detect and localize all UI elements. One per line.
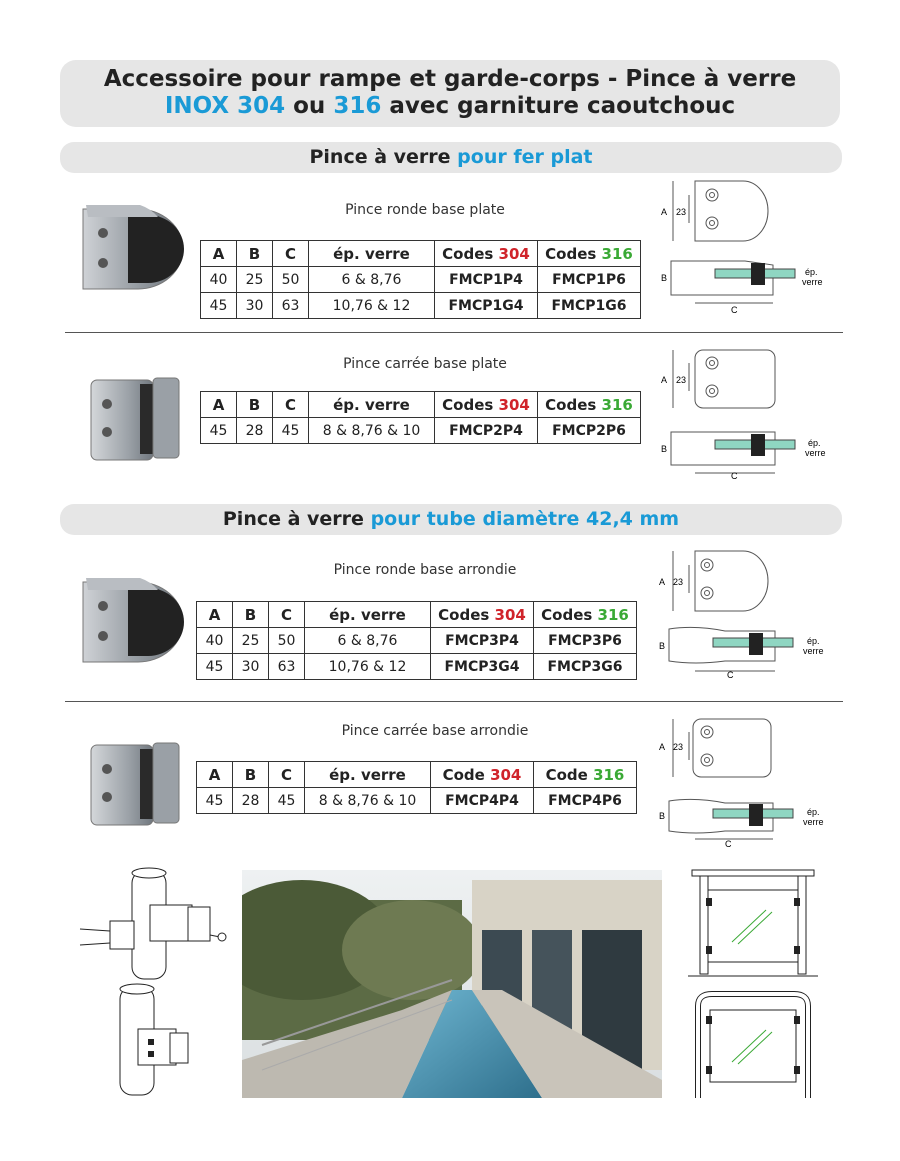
svg-text:23: 23 <box>673 742 684 752</box>
table-row: 45 30 63 10,76 & 12 FMCP3G4 FMCP3G6 <box>197 654 637 680</box>
svg-text:verre: verre <box>803 646 824 656</box>
svg-text:23: 23 <box>676 375 687 385</box>
svg-text:C: C <box>731 471 738 481</box>
section-header-tube <box>60 504 842 535</box>
title-rubber: avec garniture caoutchouc <box>381 93 736 119</box>
section-label-accent: pour fer plat <box>457 146 593 168</box>
col-316: Codes 316 <box>538 241 641 267</box>
section-header-flat-bar <box>60 142 842 173</box>
round-clamp-image <box>78 197 188 292</box>
col-304: Codes 304 <box>435 241 538 267</box>
pool-terrace-illustration <box>242 870 662 1098</box>
table-row: 40 25 50 6 & 8,76 FMCP3P4 FMCP3P6 <box>197 628 637 654</box>
section-label: Pince à verre <box>222 508 371 530</box>
svg-text:verre: verre <box>802 277 823 287</box>
table-row: 40 25 50 6 & 8,76 FMCP1P4 FMCP1P6 <box>201 267 641 293</box>
col-ep: ép. verre <box>309 241 435 267</box>
railing-drawings <box>688 862 818 1100</box>
title-316: 316 <box>333 93 382 119</box>
dim-23: 23 <box>676 207 687 217</box>
title-inox-304: INOX 304 <box>164 93 286 119</box>
svg-text:ép.: ép. <box>808 438 821 448</box>
section-label: Pince à verre <box>309 146 458 168</box>
svg-text:B: B <box>659 641 666 651</box>
product-caption: Pince carrée base arrondie <box>341 723 529 739</box>
dim-a: A <box>661 207 668 217</box>
title-or: ou <box>285 93 334 119</box>
spec-table <box>200 240 641 319</box>
section-label-accent: pour tube diamètre 42,4 mm <box>370 508 680 530</box>
svg-text:23: 23 <box>673 577 684 587</box>
product-caption: Pince carrée base plate <box>343 356 507 372</box>
svg-text:C: C <box>731 305 738 315</box>
svg-text:C: C <box>725 839 732 849</box>
dimension-diagram <box>655 715 845 860</box>
dimension-diagram <box>655 345 845 490</box>
divider <box>65 332 843 333</box>
square-clamp-image <box>85 735 185 830</box>
square-clamp-image <box>85 370 185 465</box>
svg-text:ép.: ép. <box>807 807 820 817</box>
col-b: B <box>237 241 273 267</box>
table-row: 45 30 63 10,76 & 12 FMCP1G4 FMCP1G6 <box>201 293 641 319</box>
dimension-diagram <box>655 545 845 690</box>
svg-text:ép.: ép. <box>807 636 820 646</box>
col-c: C <box>273 241 309 267</box>
dimension-diagram <box>655 175 845 320</box>
spec-table: A B C ép. verre Codes 304 Codes 316 45 28 45 8 & 8,76 & 10 FMCP2P4 FMCP2P6 <box>200 391 641 444</box>
svg-text:C: C <box>727 670 734 680</box>
installation-drawing <box>70 865 235 1100</box>
spec-table: A B C ép. verre Code 304 Code 316 45 28 45 8 & 8,76 & 10 FMCP4P4 FMCP4P6 <box>196 761 637 814</box>
title-line-2 <box>60 93 840 119</box>
divider <box>65 701 843 702</box>
table-row: 45 28 45 8 & 8,76 & 10 FMCP2P4 FMCP2P6 <box>201 418 641 444</box>
product-caption: Pince ronde base arrondie <box>333 562 517 578</box>
page-title <box>60 60 840 127</box>
svg-text:ép.: ép. <box>805 267 818 277</box>
col-a: A <box>201 241 237 267</box>
svg-text:verre: verre <box>805 448 826 458</box>
pool-terrace-photo <box>242 870 662 1098</box>
product-caption: Pince ronde base plate <box>345 202 505 218</box>
svg-text:B: B <box>661 444 668 454</box>
round-clamp-image <box>78 570 188 665</box>
svg-text:verre: verre <box>803 817 824 827</box>
svg-text:A: A <box>661 375 668 385</box>
table-row: 45 28 45 8 & 8,76 & 10 FMCP4P4 FMCP4P6 <box>197 788 637 814</box>
spec-table: A B C ép. verre Codes 304 Codes 316 40 25 50 6 & 8,76 FMCP3P4 FMCP3P6 45 30 63 10,76 & 12 FMCP3G4 FMCP3G6 <box>196 601 637 680</box>
svg-text:A: A <box>659 742 666 752</box>
svg-text:B: B <box>661 273 668 283</box>
svg-text:A: A <box>659 577 666 587</box>
svg-text:B: B <box>659 811 666 821</box>
title-line-1: Accessoire pour rampe et garde-corps - Pince à verre <box>103 66 797 92</box>
